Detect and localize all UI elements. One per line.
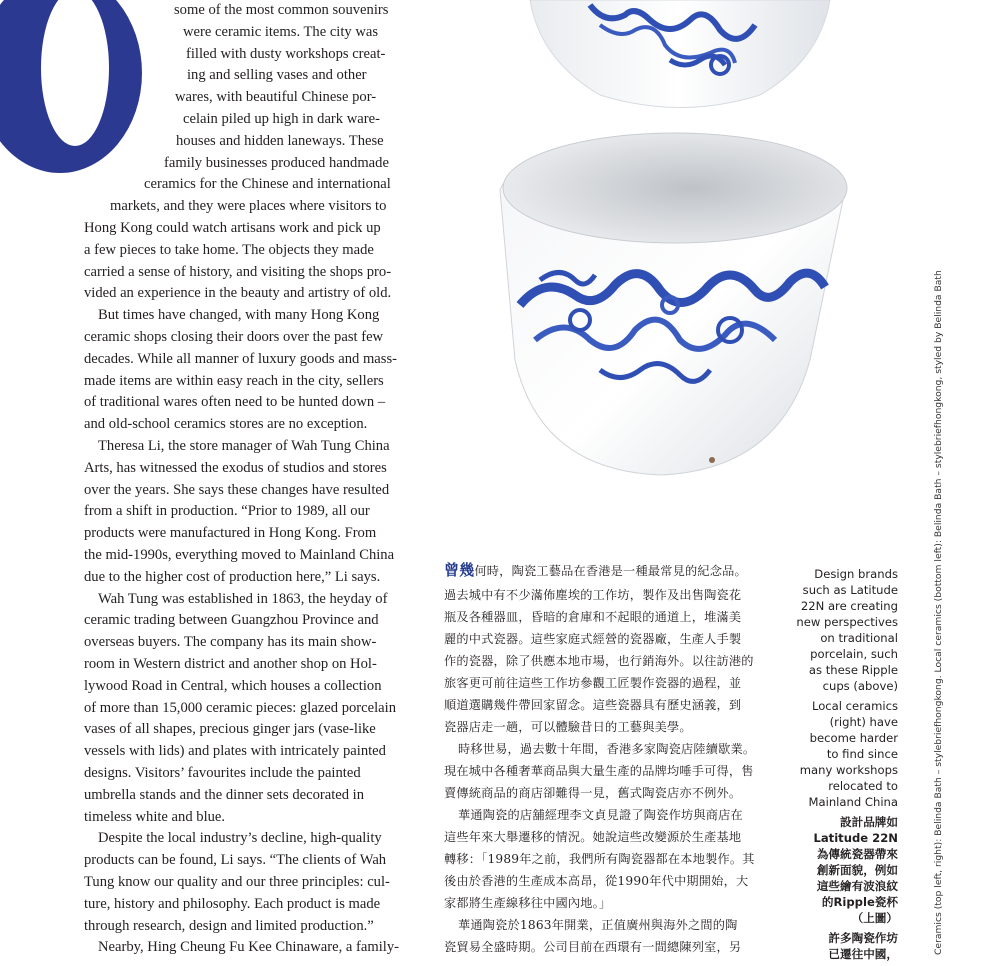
english-text-line: products were manufactured in Hong Kong. From <box>84 525 377 542</box>
english-text-line: from a shift in production. “Prior to 1989, all our <box>84 503 370 520</box>
english-text-line: and old-school ceramics stores are no exception. <box>84 416 368 433</box>
caption-line: new perspectives <box>796 615 898 629</box>
chinese-text: 瓶及各種器皿，昏暗的倉庫和不起眼的通道上，堆滿美 <box>444 610 742 624</box>
caption-chinese-2 <box>790 930 898 962</box>
image-caption <box>790 566 898 966</box>
caption-line: 這些繪有波浪紋 <box>816 879 898 893</box>
english-text-line: made items are within easy reach in the city, sellers <box>84 372 384 389</box>
english-text-line: ture, history and philosophy. Each product is made <box>84 895 381 912</box>
caption-line: （上圖） <box>851 911 898 925</box>
english-text-line: Nearby, Hing Cheung Fu Kee Chinaware, a family- <box>98 939 399 956</box>
drop-cap <box>0 0 165 178</box>
chinese-text-line <box>444 826 741 848</box>
chinese-text-line <box>444 559 747 582</box>
english-text-line: family businesses produced handmade <box>164 154 389 171</box>
english-text-line: were ceramic items. The city was <box>183 23 379 40</box>
photo-credit <box>933 270 947 960</box>
english-text-line: a few pieces to take home. The objects they made <box>84 241 374 258</box>
caption-line: 的Ripple瓷杯 <box>821 895 898 909</box>
caption-line: many workshops <box>799 763 898 777</box>
english-text-line: lywood Road in Central, which houses a collection <box>84 677 382 694</box>
caption-line: on traditional <box>820 631 898 645</box>
caption-line: such as Latitude <box>802 583 898 597</box>
caption-line: relocated to <box>828 779 898 793</box>
chinese-text-line <box>444 782 741 804</box>
chinese-text-line <box>444 672 741 694</box>
caption-english-2 <box>790 698 898 810</box>
english-text-line: decades. While all manner of luxury goods and mass- <box>84 350 398 367</box>
chinese-text-line <box>444 628 741 650</box>
chinese-text: 現在城中各種奢華商品與大量生產的品牌均唾手可得，售 <box>444 764 754 778</box>
chinese-text-line <box>458 804 743 826</box>
chinese-text-line <box>444 848 755 870</box>
caption-line: 創新面貌，例如 <box>816 863 898 877</box>
chinese-text-line <box>444 870 748 892</box>
caption-line: 已遷往中國， <box>828 947 898 961</box>
caption-line: (right) have <box>829 715 898 729</box>
photo-credit-text: Ceramics (top left, right): Belinda Bath – stylebriefhongkong. Local ceramics (bottom left): Belinda Bath – stylebriefhongkong, styled by Belinda Bath <box>933 270 944 955</box>
english-text-line: of traditional wares often need to be hunted down – <box>84 394 386 411</box>
english-text-line: carried a sense of history, and visiting the shops pro- <box>84 263 392 280</box>
english-text-line: ceramic trading between Guangzhou Province and <box>84 612 379 629</box>
chinese-text: 賣傳統商品的商店卻難得一見，舊式陶瓷店亦不例外。 <box>444 786 742 800</box>
english-text-line: But times have changed, with many Hong Kong <box>98 307 380 324</box>
english-text-line: ing and selling vases and other <box>187 67 367 84</box>
chinese-text: 家都將生產線移往中國內地。」 <box>444 896 612 910</box>
caption-line: to find since <box>826 747 898 761</box>
english-text-line: due to the higher cost of production here,” Li says. <box>84 568 381 585</box>
caption-line: become harder <box>809 731 898 745</box>
chinese-text-line <box>444 694 741 716</box>
chinese-text: 瓷器店走一趟，可以體驗昔日的工藝與美學。 <box>444 720 692 734</box>
chinese-text-line <box>444 760 754 782</box>
chinese-text-line <box>444 716 692 738</box>
english-text-line: vided an experience in the beauty and artistry of old. <box>84 285 392 302</box>
english-text-line: Theresa Li, the store manager of Wah Tung China <box>98 438 390 454</box>
english-text-line: over the years. She says these changes have resulted <box>84 481 390 498</box>
ripple-cup-main-image <box>480 130 860 490</box>
english-text-line: ceramics for the Chinese and international <box>144 176 391 193</box>
english-text-line: the mid-1990s, everything moved to Mainland China <box>84 547 395 563</box>
caption-line: Design brands <box>814 567 898 581</box>
chinese-text: 轉移：「1989年之前，我們所有陶瓷器都在本地製作。其 <box>444 852 755 866</box>
caption-line: 許多陶瓷作坊 <box>828 931 898 945</box>
caption-line: 設計品牌如 <box>840 815 898 829</box>
english-text-line: celain piled up high in dark ware- <box>183 111 380 127</box>
english-text-line: houses and hidden laneways. These <box>176 132 384 149</box>
english-text-line: timeless white and blue. <box>84 808 226 825</box>
chinese-lead-characters: 曾幾 <box>444 561 475 579</box>
english-text-line: overseas buyers. The company has its main show- <box>84 634 377 651</box>
chinese-text-line <box>444 892 611 914</box>
ripple-cup-top-image <box>520 0 840 110</box>
english-text-line: vessels with lids) and plates with intricately painted <box>84 743 386 760</box>
caption-line: 22N are creating <box>800 599 898 613</box>
chinese-text-line <box>444 936 741 958</box>
chinese-text: 順道選購幾件帶回家留念。這些瓷器具有歷史涵義，到 <box>444 698 742 712</box>
english-text-line: Arts, has witnessed the exodus of studios and stores <box>84 459 387 476</box>
chinese-text: 時移世易，過去數十年間，香港多家陶瓷店陸續歇業。 <box>458 742 756 756</box>
chinese-text: 華通陶瓷於1863年開業，正值廣州與海外之間的陶 <box>458 918 738 932</box>
caption-line: cups (above) <box>822 679 898 693</box>
caption-line: Mainland China <box>808 795 898 809</box>
chinese-text-line <box>458 738 755 760</box>
caption-line: as these Ripple <box>808 663 898 677</box>
chinese-text: 過去城中有不少滿佈塵埃的工作坊，製作及出售陶瓷花 <box>444 588 742 602</box>
english-text-line: wares, with beautiful Chinese por- <box>175 89 377 106</box>
english-text-line: some of the most common souvenirs <box>174 2 389 18</box>
english-text-line: Despite the local industry’s decline, high-quality <box>98 830 382 847</box>
chinese-text: 旅客更可前往這些工作坊參觀工匠製作瓷器的過程，並 <box>444 676 742 690</box>
chinese-text: 後由於香港的生產成本高昂，從1990年代中期開始，大 <box>444 874 749 888</box>
caption-line: porcelain, such <box>810 647 898 661</box>
english-text-line: through research, design and limited production.” <box>84 917 374 934</box>
caption-line: Latitude 22N <box>813 831 898 845</box>
chinese-text: 華通陶瓷的店舖經理李文貞見證了陶瓷作坊與商店在 <box>458 808 743 822</box>
english-text-line: designs. Visitors’ favourites include the painted <box>84 765 361 781</box>
caption-line: Local ceramics <box>811 699 898 713</box>
english-text-line: room in Western district and another shop on Hol- <box>84 656 377 672</box>
chinese-text: 瓷貿易全盛時期。公司目前在西環有一間總陳列室，另 <box>444 940 742 954</box>
english-text-line: of more than 15,000 ceramic pieces: glazed porcelain <box>84 699 397 716</box>
chinese-text-line <box>444 650 754 672</box>
english-text-line: filled with dusty workshops creat- <box>186 45 386 62</box>
english-text-line: products can be found, Li says. “The clients of Wah <box>84 852 387 869</box>
chinese-text-line <box>458 914 738 936</box>
english-text-line: Tung know our quality and our three principles: cul- <box>84 874 390 890</box>
caption-line: 為傳統瓷器帶來 <box>816 847 898 861</box>
english-text-line: Hong Kong could watch artisans work and pick up <box>84 220 381 236</box>
chinese-text: 這些年來大舉遷移的情況。她說這些改變源於生產基地 <box>444 830 742 844</box>
chinese-text: 何時，陶瓷工藝品在香港是一種最常見的紀念品。 <box>474 564 747 578</box>
caption-english-1 <box>790 566 898 694</box>
chinese-text-line <box>444 606 741 628</box>
chinese-text: 麗的中式瓷器。這些家庭式經營的瓷器廠，生產人手製 <box>444 632 742 646</box>
english-text-line: umbrella stands and the dinner sets decorated in <box>84 786 365 803</box>
english-text-line: ceramic shops closing their doors over the past few <box>84 329 384 345</box>
chinese-text-line <box>444 584 741 606</box>
english-text-line: Wah Tung was established in 1863, the heyday of <box>98 590 388 607</box>
english-text-line: markets, and they were places where visitors to <box>110 198 387 215</box>
caption-chinese-1 <box>790 814 898 926</box>
chinese-text: 作的瓷器，除了供應本地市場，也行銷海外。以往訪港的 <box>444 654 754 668</box>
english-text-line: vases of all shapes, precious ginger jars (vase-like <box>84 721 376 738</box>
